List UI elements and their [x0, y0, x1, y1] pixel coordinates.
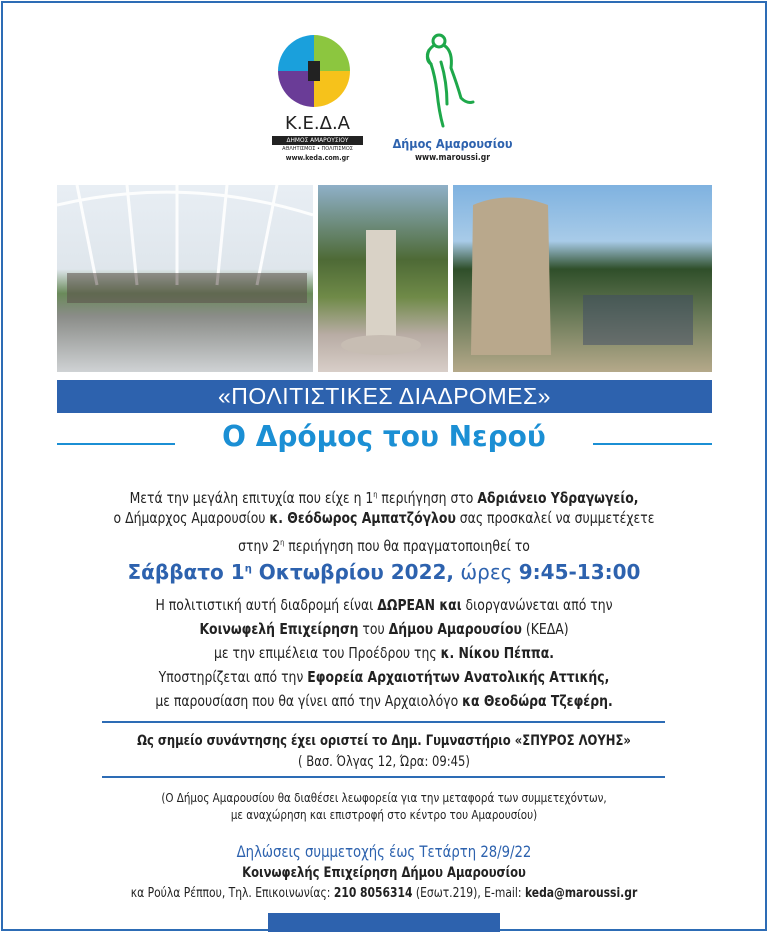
statue-figure-icon [417, 32, 477, 130]
aqueduct-name: Αδριάνειο Υδραγωγείο, [477, 489, 639, 507]
ephorate-name: Εφορεία Αρχαιοτήτων Ανατολικής Αττικής, [307, 668, 610, 686]
keda-subtitle: ΔΗΜΟΣ ΑΜΑΡΟΥΣΙΟΥ [272, 136, 363, 145]
details-line-2 [31, 619, 738, 640]
mayor-name: κ. Θεόδωρος Αμπατζόγλου [269, 509, 456, 527]
photo-fountain [318, 185, 448, 372]
text: στην 2 [238, 537, 281, 555]
series-banner: «ΠΟΛΙΤΙΣΤΙΚΕΣ ΔΙΑΔΡΟΜΕΣ» [57, 380, 712, 413]
date-month: Οκτωβρίου 2022, [251, 560, 455, 584]
divider [102, 776, 665, 778]
contact-line [31, 883, 738, 904]
text: Η πολιτιστική αυτή διαδρομή είναι [155, 596, 378, 614]
intro-line-1 [31, 484, 738, 509]
sup: η [244, 563, 252, 575]
text: Μετά την μεγάλη επιτυχία που είχε η 1 [129, 489, 374, 507]
transport-note-1: (Ο Δήμος Αμαρουσίου θα διαθέσει λεωφορεία για την μεταφορά των συμμετεχόντων, [161, 790, 607, 805]
event-hours: 9:45-13:00 [518, 560, 641, 584]
title-line-right [593, 443, 712, 445]
event-date [0, 560, 768, 584]
text: περιήγηση που θα πραγματοποιηθεί το [284, 537, 530, 555]
keda-url: www.keda.com.gr [285, 154, 350, 162]
phone-number: 210 8056314 [333, 886, 413, 901]
text: Κοινωφελή Επιχείρηση [199, 620, 359, 638]
president-name: κ. Νίκου Πέππα. [440, 644, 554, 662]
text: με την επιμέλεια του Προέδρου της [214, 644, 441, 662]
text: σας προσκαλεί να συμμετέχετε [455, 509, 655, 527]
municipality-logo [392, 32, 513, 167]
archaeologist-name: κα Θεοδώρα Τζεφέρη. [462, 692, 613, 710]
divider [102, 721, 665, 723]
email-link[interactable]: keda@maroussi.gr [524, 886, 638, 901]
phone-extension: (Εσωτ.219) [412, 886, 478, 901]
photo-aqueduct-ruin [453, 185, 712, 372]
details-line-1 [31, 595, 738, 616]
details-line-3 [31, 643, 738, 664]
text: με παρουσίαση που θα γίνει από την Αρχαιολόγο [155, 692, 463, 710]
organizer-name: Κοινωφελής Επιχείρηση Δήμου Αμαρουσίου [242, 865, 526, 881]
text: διοργανώνεται από την [461, 596, 613, 614]
footer-bar [268, 913, 500, 932]
keda-logo [270, 35, 365, 165]
keda-tagline: ΑΘΛΗΤΙΣΜΟΣ • ΠΟΛΙΤΙΣΜΟΣ [282, 146, 353, 152]
text: (ΚΕΔΑ) [521, 620, 569, 638]
text: Υποστηρίζεται από την [158, 668, 308, 686]
text: ο Δήμαρχος Αμαρουσίου [113, 509, 270, 527]
sup: η [373, 490, 378, 499]
sup: η [280, 538, 285, 547]
text: περιήγηση στο [377, 489, 478, 507]
text: του [358, 620, 389, 638]
registration-deadline: Δηλώσεις συμμετοχής έως Τετάρτη 28/9/22 [236, 842, 532, 861]
keda-logo-icon [278, 35, 350, 107]
transport-note-2: με αναχώρηση και επιστροφή στο κέντρο του Αμαρουσίου) [230, 807, 538, 822]
municipality-name: Δήμος Αμαρουσίου [392, 136, 513, 151]
intro-line-2 [31, 508, 738, 529]
photo-stadium-group [57, 185, 313, 372]
intro-line-3 [31, 532, 738, 557]
page-title: Ο Δρόμος του Νερού [222, 420, 546, 453]
text: Δήμου Αμαρουσίου [388, 620, 522, 638]
meeting-point: Ως σημείο συνάντησης έχει οριστεί το Δημ. Γυμναστήριο «ΣΠΥΡΟΣ ΛΟΥΗΣ» [137, 733, 631, 749]
municipality-url: www.maroussi.gr [414, 153, 491, 163]
email-label: , E-mail: [477, 886, 525, 901]
hours-label: ώρες [454, 560, 519, 584]
keda-name: Κ.Ε.Δ.Α [285, 113, 350, 134]
details-line-4 [31, 667, 738, 688]
contact-person: κα Ρούλα Ρέππου, Τηλ. Επικοινωνίας: [130, 886, 334, 901]
meeting-address: ( Βασ. Όλγας 12, Ώρα: 09:45) [298, 754, 470, 770]
date-day: Σάββατο 1 [127, 560, 245, 584]
details-line-5 [31, 691, 738, 712]
free-label: ΔΩΡΕΑΝ και [377, 596, 462, 614]
